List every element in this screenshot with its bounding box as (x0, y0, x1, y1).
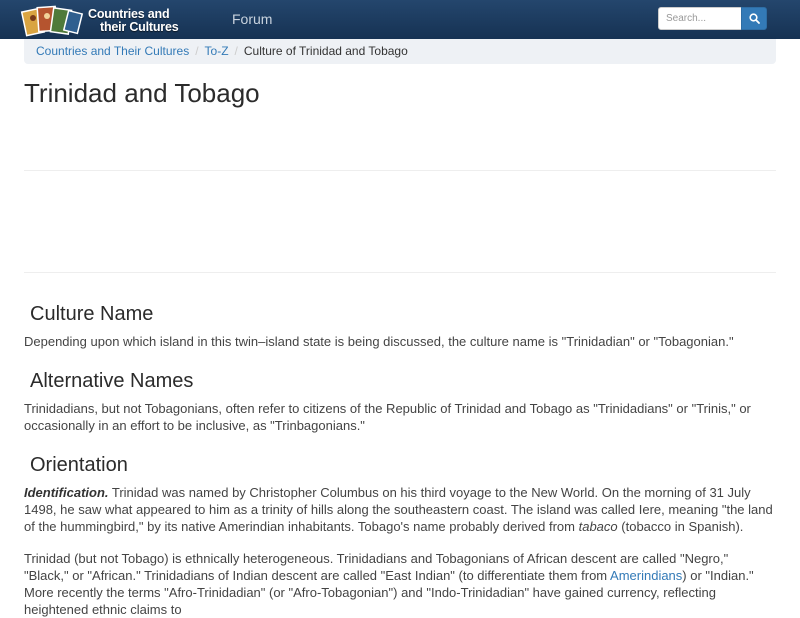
nav-forum-link[interactable]: Forum (232, 11, 273, 27)
culture-name-paragraph: Depending upon which island in this twin–island state is being discussed, the culture name is "Trinidadian" or "Tobagonian." (24, 334, 734, 349)
divider (24, 272, 776, 273)
article-content (24, 300, 776, 618)
page-title: Trinidad and Tobago (24, 78, 260, 108)
orientation-p2-text: Trinidad (but not Tobago) is ethnically heterogeneous. Trinidadians and Tobagonians of African descent are called "Negro," "Black," or "African." Trinidadians of Indian descent are called "East Indian" (to differentiate them from (24, 551, 729, 583)
identification-lead: Identification. (24, 485, 109, 500)
breadcrumb-link-countries[interactable]: Countries and Their Cultures (36, 44, 190, 58)
breadcrumb-current: Culture of Trinidad and Tobago (243, 44, 408, 58)
divider (24, 170, 776, 171)
breadcrumb-separator: / (234, 44, 238, 58)
breadcrumb-separator: / (195, 44, 199, 58)
orientation-p1-em: tabaco (578, 519, 618, 534)
search-input[interactable] (658, 7, 742, 30)
section-heading-orientation: Orientation (30, 454, 128, 476)
search-icon (749, 13, 760, 24)
logo-collage-icon (22, 4, 84, 38)
amerindians-link[interactable]: Amerindians (610, 568, 683, 583)
orientation-p2-end: ) or "Indian." More recently the terms "Afro-Trinidadian" (or "Afro-Tobagonian") and "Indo-Trinidadian" have gained currency, reflecting heightened ethnic claims to (24, 568, 754, 617)
site-logo[interactable] (22, 4, 222, 36)
logo-line1: Countries and (88, 7, 170, 21)
logo-text (88, 8, 178, 34)
breadcrumb-link-to-z[interactable]: To-Z (204, 44, 229, 58)
breadcrumb (24, 39, 776, 64)
logo-line2: their Cultures (100, 20, 179, 34)
orientation-p1-text: Trinidad was named by Christopher Columbus on his third voyage to the New World. On the morning of 31 July 1498, he saw what appeared to him as a trinity of hills along the southeastern coast. The island was called Iere, meaning "the land of the hummingbird," by its native Amerindian inhabitants. Tobago's name probably derived from (24, 485, 773, 534)
top-navbar (0, 0, 800, 39)
orientation-p1-end: (tobacco in Spanish). (617, 519, 744, 534)
section-heading-alternative-names: Alternative Names (30, 370, 194, 392)
alternative-names-paragraph: Trinidadians, but not Tobagonians, often refer to citizens of the Republic of Trinidad and Tobago as "Trinidadians" or "Trinis," or occasionally in an effort to be inclusive, as "Trinbagonians." (24, 401, 751, 433)
section-heading-culture-name: Culture Name (30, 303, 154, 325)
orientation-paragraph-2 (24, 550, 776, 618)
search-button[interactable] (741, 7, 767, 30)
orientation-paragraph-1 (24, 484, 776, 535)
